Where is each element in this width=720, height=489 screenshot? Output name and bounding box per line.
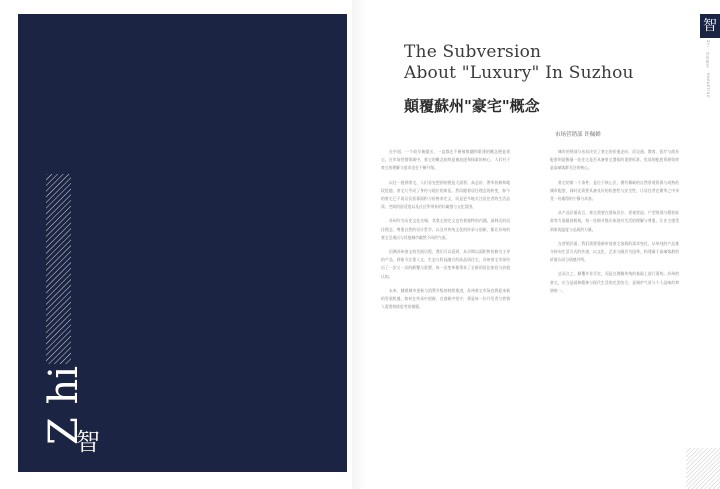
- cover-zhi-latin: Z hi: [41, 365, 87, 445]
- section-tab: 智: [700, 14, 720, 38]
- paragraph: 苏州作为历史文化名城，其豪宅的定义也有着独特的内涵。园林式的居住理念、尊重自然的设计哲学，以及对传统文化的传承与创新，都让苏州的豪宅呈现出与其他城市截然不同的气质。: [381, 218, 510, 240]
- paragraph: 未来，随着城市更新与消费升级的持续推进，苏州豪宅市场也将迎来新的发展机遇，如何在传承中创新，在创新中坚守，将是每一位开发者与营销人需要持续思考的课题。: [381, 287, 510, 310]
- article-title-english: [404, 42, 674, 84]
- diagonal-stripe-block: [46, 174, 71, 364]
- paragraph: 豪宅的第一个条件，是位于核心区，拥有稀缺的自然景观资源与成熟的城市配套，同时还需要具备良好的私密性与安全性，让居住者在繁华之中享受一份难得的宁静与从容。: [550, 179, 679, 202]
- title-line-2: About "Luxury" In Suzhou: [404, 63, 634, 83]
- paragraph: 城市的规划与布局决定了豪宅的价值走向，而交通、教育、医疗与商业配套则是衡量一处住宅是否具备豪宅潜质的重要标准，优质的配套资源始终是高端客群关注的核心。: [550, 149, 679, 171]
- article-title-chinese: 顛覆蘇州"豪宅"概念: [404, 97, 540, 115]
- page-gutter: [352, 0, 366, 489]
- corner-stripe-block: [686, 448, 720, 489]
- cover-zhi-chinese: 智: [76, 428, 100, 456]
- section-tab-label: Zhi · 苏州豪宅 · MARKETING: [706, 40, 710, 99]
- article-column-left: [381, 148, 510, 317]
- article-column-right: [550, 148, 679, 301]
- paragraph: 在营销层面，我们需要重新审视豪宅客群的需求变化，从单纯的产品推介转向生活方式的传递，以文化、艺术与圈层为纽带，构建属于高端客群的价值认同与情感共鸣。: [550, 240, 679, 263]
- paragraph: 以往一提到豪宅，人们首先想到的便是大面积、高总价、奢华装修和地段优越，豪宅几乎成了身份与地位的象征。然而随着居住理念的转变，如今的豪宅已不再仅仅依靠面积与价格来定义，而是更多地关注居住者的生活品质、空间的舒适度以及社区所带来的归属感与文化氛围。: [381, 179, 510, 210]
- article-byline: 市场营销部 许佩婵: [555, 132, 601, 138]
- paragraph: 回溯苏州豪宅的发展历程，我们可以看到，从早期以面积和装修为主导的产品，到如今注重人文、生态与科技融合的高品质住宅，苏州豪宅市场经历了一次又一次的颠覆与重塑，每一次变革都带来了全新的居住体验与价值认知。: [381, 249, 510, 279]
- paragraph: 总而言之，颠覆并非否定，而是在理解传统的基础上进行重构。苏州的豪宅，应当是园林精神与现代生活的完美结合，是城市气质与个人品味的和谐统一。: [550, 271, 679, 293]
- paragraph: 在中国，一个较早被提出，一直都在不断被推翻和重建的概念便是豪宅。在市场营销领域中，豪宅的概念始终是被追逐和探索的核心，人们对于豪宅的理解与追求也在不断升级。: [381, 149, 510, 171]
- title-line-1: The Subversion: [404, 42, 542, 62]
- paragraph: 从产品层面而言，豪宅需要在建筑设计、景观营造、户型规划与精装标准等方面做到极致，每一处细节都应体现对生活的理解与尊重，让业主感受到家的温度与品质的力量。: [550, 210, 679, 232]
